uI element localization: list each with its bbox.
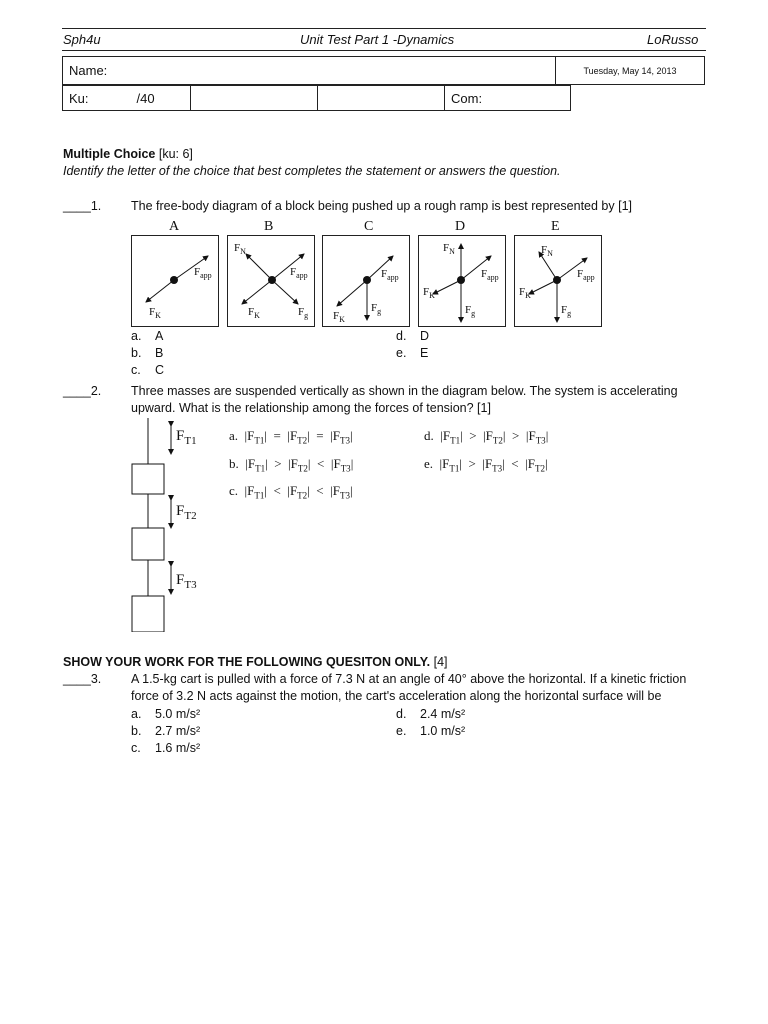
q1-option-a[interactable]: a. A	[131, 329, 164, 343]
blank-cell-1[interactable]	[191, 86, 318, 111]
fbd-diagram-e	[514, 235, 602, 327]
fbd-b-fapp-label: $F_{app}$	[290, 266, 308, 281]
tension-label-t3: $F_{T3}$	[176, 572, 197, 591]
fbd-c-fk-label: $F_K$	[333, 310, 345, 325]
q1-option-b[interactable]: b. B	[131, 346, 164, 360]
diagram-letter-d: D	[455, 219, 466, 234]
q3-text-line1: A 1.5-kg cart is pulled with a force of 7.3 N at an angle of 40° above the horizontal. If a kinetic friction	[131, 672, 687, 686]
fbd-d-fn-label: $F_N$	[443, 242, 455, 257]
name-cell[interactable]	[63, 57, 556, 85]
q3-text-line2: force of 3.2 N acts against the motion, the cart's acceleration along the horizontal surface will be	[131, 689, 662, 703]
q2-answer-blank[interactable]: ____2.	[63, 384, 102, 398]
q2-text-line1: Three masses are suspended vertically as shown in the diagram below. The system is accelerating	[131, 384, 678, 398]
test-title: Unit Test Part 1 -Dynamics	[300, 32, 455, 47]
fbd-a-fk-label: $F_K$	[149, 306, 161, 321]
q2-option-d[interactable]: d. $|F_{T1}| > |F_{T2}| > |F_{T3}|$	[424, 428, 549, 446]
fbd-diagram-d	[418, 235, 506, 327]
fbd-b-fn-label: $F_N$	[234, 242, 246, 257]
fbd-a-fapp-label: $F_{app}$	[194, 266, 212, 281]
tension-label-t1: $F_{T1}$	[176, 428, 197, 447]
info-table-row2	[62, 85, 571, 111]
q2-option-c[interactable]: c. $|F_{T1}| < |F_{T2}| < |F_{T3}|$	[229, 483, 353, 501]
fbd-c-fapp-label: $F_{app}$	[381, 268, 399, 283]
section1-marks: [ku: 6]	[158, 147, 193, 161]
fbd-b-fg-label: $F_g$	[298, 306, 309, 321]
hanging-masses-diagram	[126, 418, 206, 632]
q1-option-e[interactable]: e. E	[396, 346, 429, 360]
fbd-diagram-c	[322, 235, 410, 327]
q2-option-e[interactable]: e. $|F_{T1}| > |F_{T3}| < |F_{T2}|$	[424, 456, 548, 474]
diagram-letter-c: C	[364, 219, 374, 234]
q1-text: The free-body diagram of a block being pushed up a rough ramp is best represented by [1]	[131, 199, 632, 213]
fbd-d-fk-label: $F_K$	[423, 286, 435, 301]
diagram-letter-b: B	[264, 219, 274, 234]
fbd-diagram-b	[227, 235, 315, 327]
fbd-d-fapp-label: $F_{app}$	[481, 268, 499, 283]
q3-option-d[interactable]: d. 2.4 m/s²	[396, 707, 466, 721]
q3-option-a[interactable]: a. 5.0 m/s²	[131, 707, 201, 721]
name-label: Name:	[69, 63, 108, 78]
section1-heading	[63, 146, 193, 163]
com-label: Com:	[451, 90, 483, 106]
ku-cell[interactable]	[63, 86, 191, 111]
date-cell	[556, 57, 705, 85]
test-date: Tuesday, May 14, 2013	[583, 65, 677, 76]
section2-title: SHOW YOUR WORK FOR THE FOLLOWING QUESITON ONLY.	[63, 655, 431, 669]
header-top-rule	[62, 28, 706, 29]
header-bottom-rule	[62, 50, 706, 51]
fbd-e-fk-label: $F_K$	[519, 286, 531, 301]
diagram-letter-e: E	[551, 219, 560, 234]
blank-cell-2[interactable]	[318, 86, 445, 111]
q1-option-c[interactable]: c. C	[131, 363, 165, 377]
q3-option-b[interactable]: b. 2.7 m/s²	[131, 724, 201, 738]
fbd-c-fg-label: $F_g$	[371, 302, 382, 317]
q3-answer-blank[interactable]: ____3.	[63, 672, 102, 686]
fbd-diagram-a	[131, 235, 219, 327]
q3-option-e[interactable]: e. 1.0 m/s²	[396, 724, 466, 738]
fbd-e-fg-label: $F_g$	[561, 304, 572, 319]
q1-option-d[interactable]: d. D	[396, 329, 430, 343]
section2-heading	[63, 654, 448, 671]
section1-title: Multiple Choice	[63, 147, 156, 161]
fbd-e-fn-label: $F_N$	[541, 244, 553, 259]
info-table-row1	[62, 56, 705, 85]
q2-option-b[interactable]: b. $|F_{T1}| > |F_{T2}| < |F_{T3}|$	[229, 456, 354, 474]
section1-instructions: Identify the letter of the choice that best completes the statement or answers the question.	[63, 164, 561, 178]
diagram-letter-a: A	[169, 219, 180, 234]
tension-label-t2: $F_{T2}$	[176, 503, 197, 522]
ku-total: /40	[136, 90, 155, 106]
q3-option-c[interactable]: c. 1.6 m/s²	[131, 741, 201, 755]
teacher-name: LoRusso	[647, 32, 699, 47]
q2-option-a[interactable]: a. $|F_{T1}| = |F_{T2}| = |F_{T3}|$	[229, 428, 353, 446]
q1-answer-blank[interactable]: ____1.	[63, 199, 102, 213]
fbd-e-fapp-label: $F_{app}$	[577, 268, 595, 283]
ku-label: Ku:	[69, 90, 89, 106]
fbd-d-fg-label: $F_g$	[465, 304, 476, 319]
q2-text-line2: upward. What is the relationship among the forces of tension? [1]	[131, 401, 491, 415]
fbd-b-fk-label: $F_K$	[248, 306, 260, 321]
section2-marks: [4]	[433, 655, 448, 669]
course-code: Sph4u	[63, 32, 101, 47]
com-cell[interactable]	[445, 86, 571, 111]
fbd-a-arrows	[132, 236, 218, 326]
